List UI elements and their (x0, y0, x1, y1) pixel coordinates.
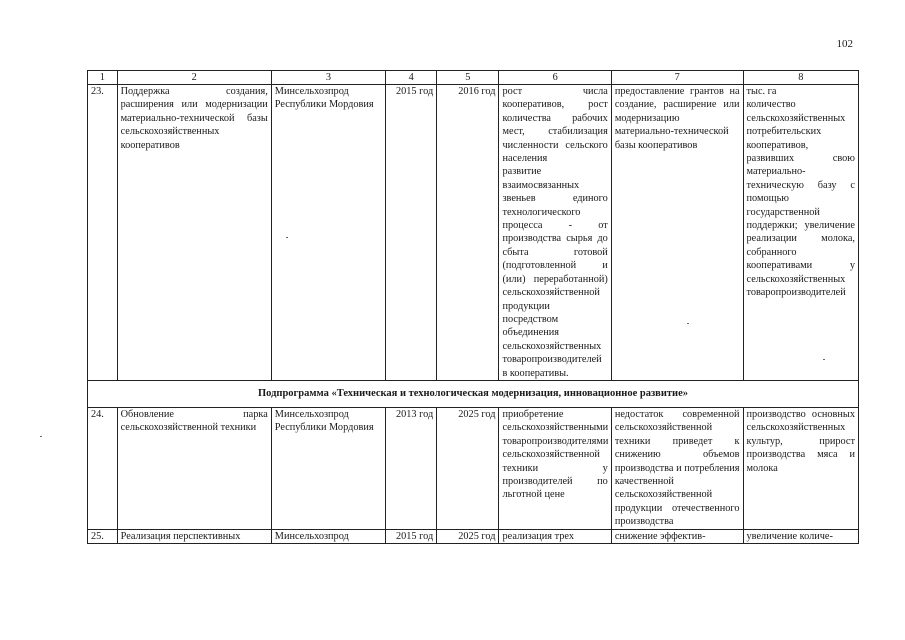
measure-name: Реализация перспективных (117, 529, 271, 543)
measure-name: Поддержка создания, расширения или модернизации материально-технической базы сельскохозяйственных кооперативов (117, 85, 271, 381)
executor: Минсельхозпрод Республики Мордовия (271, 407, 385, 529)
executor: Минсельхозпрод Республики Мордовия (271, 85, 385, 381)
scan-speck (40, 436, 42, 437)
column-number: 6 (499, 71, 611, 85)
start-year: 2015 год (386, 529, 437, 543)
measure-name: Обновление парка сельскохозяйственной техники (117, 407, 271, 529)
row-number: 25. (88, 529, 118, 543)
row-number: 23. (88, 85, 118, 381)
page-number: 102 (836, 38, 853, 50)
indicator-unit: тыс. га (746, 86, 777, 97)
table-row (88, 407, 859, 529)
column-number: 7 (611, 71, 743, 85)
column-number: 2 (117, 71, 271, 85)
subprogram-row (88, 380, 859, 407)
expected-result: реализация трех (499, 529, 611, 543)
start-year: 2015 год (386, 85, 437, 381)
scan-speck (286, 237, 288, 238)
column-number: 4 (386, 71, 437, 85)
end-year: 2016 год (437, 85, 499, 381)
table-row (88, 85, 859, 381)
column-number: 1 (88, 71, 118, 85)
subprogram-title: Подпрограмма «Техническая и технологическая модернизация, инновационное развитие» (88, 380, 859, 407)
expected-result: рост числа кооперативов, рост количества рабочих мест, стабилизация численности сельского населения развитие взаимосвязанных звеньев единого технологического процесса - от производства сырья до сбыта готовой (подготовленной и (или) переработанной) сельскохозяйственной продукции посредством объединения сельскохозяйственных товаропроизводителей в кооперативы. (499, 85, 611, 381)
measures-table (87, 70, 859, 544)
indicator (743, 85, 858, 381)
column-number: 8 (743, 71, 858, 85)
start-year: 2013 год (386, 407, 437, 529)
indicator: увеличение количе- (743, 529, 858, 543)
end-year: 2025 год (437, 407, 499, 529)
column-number-row (88, 71, 859, 85)
column-number: 5 (437, 71, 499, 85)
non-implementation-consequences: предоставление грантов на создание, расширение или модернизацию материально-технической базы кооперативов (611, 85, 743, 381)
row-number: 24. (88, 407, 118, 529)
indicator-text: количество сельскохозяйственных потребительских кооперативов, развивших свою материально-техническую базу с помощью государственной поддержки; увеличение реализации молока, собранного кооперативами у сельскохозяйственных товаропроизводителей (746, 99, 855, 299)
column-number: 3 (271, 71, 385, 85)
executor: Минсельхозпрод (271, 529, 385, 543)
indicator: производство основных сельскохозяйственных культур, прирост производства мяса и молока (743, 407, 858, 529)
expected-result: приобретение сельскохозяйственными товаропроизводителями сельскохозяйственной техники у производителей по льготной цене (499, 407, 611, 529)
scan-speck (823, 359, 825, 360)
scan-speck (687, 323, 689, 324)
non-implementation-consequences: снижение эффектив- (611, 529, 743, 543)
end-year: 2025 год (437, 529, 499, 543)
non-implementation-consequences: недостаток современной сельскохозяйственной техники приведет к снижению объемов производства и потребления качественной сельскохозяйственной продукции отечественного производства (611, 407, 743, 529)
table-row (88, 529, 859, 543)
